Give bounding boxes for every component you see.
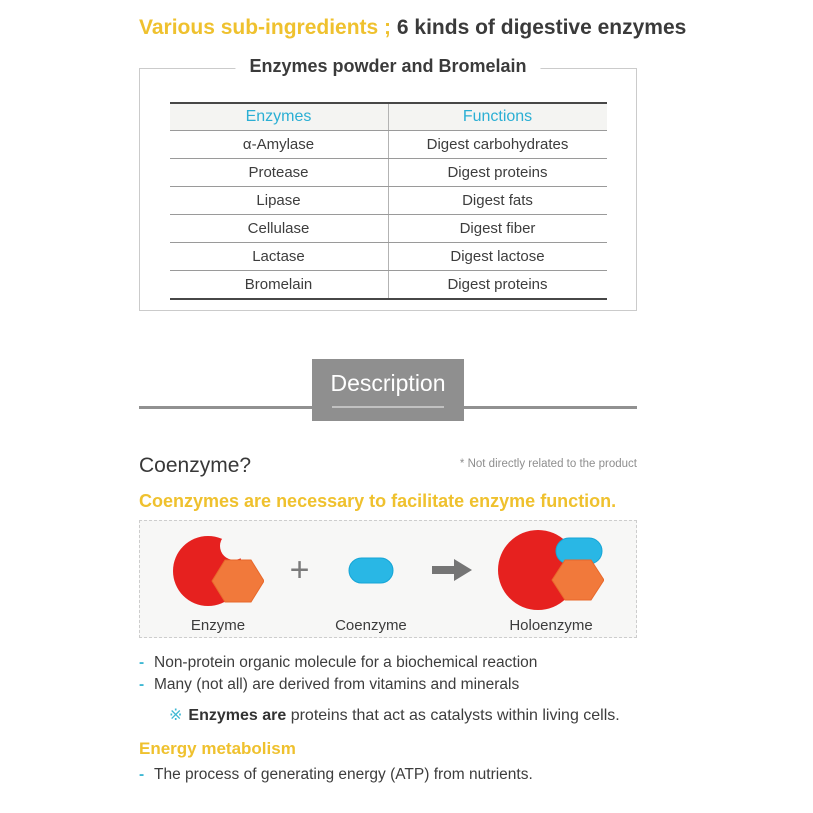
column-header-functions: Functions xyxy=(388,103,607,131)
arrow-right-icon xyxy=(432,557,472,583)
enzyme-icon xyxy=(172,527,264,613)
description-label: Description xyxy=(330,369,446,396)
enzymes-table xyxy=(170,102,607,300)
page-title-rest: 6 kinds of digestive enzymes xyxy=(396,16,687,39)
coenzyme-diagram xyxy=(139,520,637,638)
table-row xyxy=(170,271,607,300)
page-title-highlight: Various sub-ingredients ; xyxy=(139,16,392,39)
holoenzyme-label: Holoenzyme xyxy=(509,616,593,634)
table-row xyxy=(170,159,607,187)
column-header-enzymes: Enzymes xyxy=(170,103,389,131)
coenzyme-label: Coenzyme xyxy=(335,616,407,634)
enzyme-name: Lactase xyxy=(170,243,389,271)
bullet-item xyxy=(139,652,637,674)
enzyme-function: Digest fiber xyxy=(388,215,607,243)
enzyme-name: Lipase xyxy=(170,187,389,215)
bullet-item xyxy=(139,674,637,696)
table-header-row xyxy=(170,103,607,131)
holoenzyme-icon xyxy=(498,524,604,616)
enzyme-function: Digest proteins xyxy=(388,159,607,187)
bullet-dash: - xyxy=(139,766,145,783)
bullet-dash: - xyxy=(139,676,145,693)
bullet-text: Non-protein organic molecule for a biochemical reaction xyxy=(154,654,538,671)
table-row xyxy=(170,187,607,215)
reference-mark: ※ xyxy=(169,707,183,724)
table-row xyxy=(170,243,607,271)
bullet-text: Many (not all) are derived from vitamins and minerals xyxy=(154,676,520,693)
enzyme-name: Cellulase xyxy=(170,215,389,243)
bullet-dash: - xyxy=(139,654,145,671)
plus-icon: + xyxy=(289,551,310,589)
coenzyme-header-row xyxy=(139,453,637,479)
enzyme-label: Enzyme xyxy=(190,616,246,634)
enzyme-table-box xyxy=(139,56,637,311)
enzyme-function: Digest fats xyxy=(388,187,607,215)
coenzyme-heading: Coenzyme? xyxy=(139,454,252,477)
table-row xyxy=(170,215,607,243)
enzyme-function: Digest lactose xyxy=(388,243,607,271)
enzyme-name: α-Amylase xyxy=(170,131,389,159)
table-row xyxy=(170,131,607,159)
enzyme-box-title: Enzymes powder and Bromelain xyxy=(235,56,540,77)
enzyme-name: Protease xyxy=(170,159,389,187)
coenzyme-bullet-list xyxy=(139,652,637,696)
energy-metabolism-heading: Energy metabolism xyxy=(139,739,296,758)
page-content xyxy=(139,0,687,786)
description-label-box xyxy=(312,359,464,421)
description-banner xyxy=(139,359,637,421)
enzyme-function: Digest carbohydrates xyxy=(388,131,607,159)
bullet-text: The process of generating energy (ATP) from nutrients. xyxy=(154,766,533,783)
energy-bullet-item xyxy=(139,764,637,786)
coenzyme-lead-sentence: Coenzymes are necessary to facilitate enzyme function. xyxy=(139,491,617,511)
reference-bold-text: Enzymes are xyxy=(188,707,287,724)
enzyme-function: Digest proteins xyxy=(447,276,548,293)
enzyme-name: Bromelain xyxy=(170,271,389,300)
page-title xyxy=(139,14,687,42)
coenzyme-pill-icon xyxy=(348,557,394,584)
product-disclaimer-note: * Not directly related to the product xyxy=(459,458,637,470)
reference-rest-text: proteins that act as catalysts within living cells. xyxy=(290,707,620,724)
reference-note xyxy=(139,704,637,728)
